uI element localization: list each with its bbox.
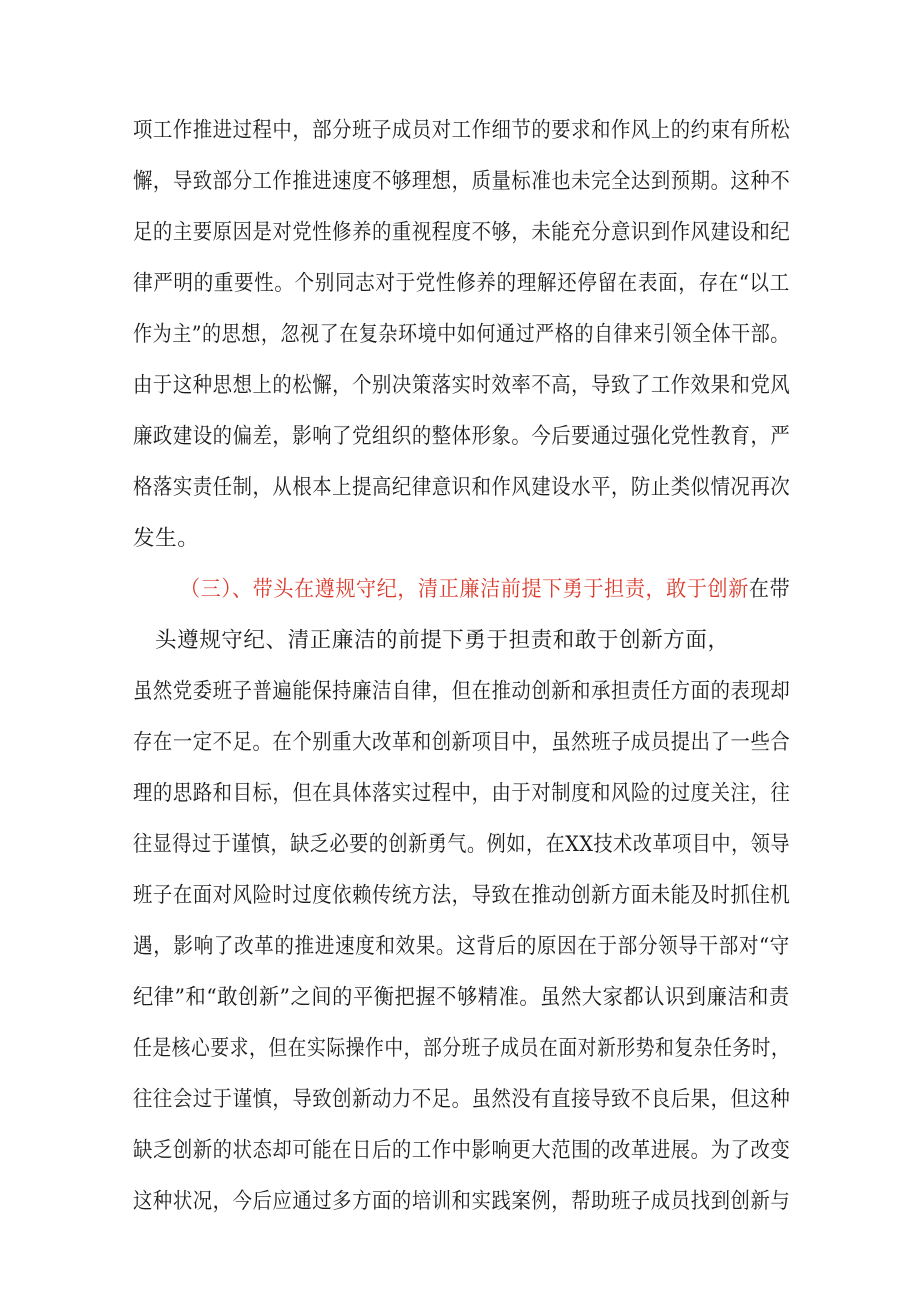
paragraph-line: 班子在面对风险时过度依赖传统方法，导致在推动创新方面未能及时抓住机	[133, 883, 791, 908]
paragraph-line: 这种状况，今后应通过多方面的培训和实践案例，帮助班子成员找到创新与	[133, 1189, 791, 1214]
paragraph-line: 纪律”和“敢创新”之间的平衡把握不够精准。虽然大家都认识到廉洁和责	[133, 985, 790, 1010]
paragraph-line: 格落实责任制，从根本上提高纪律意识和作风建设水平，防止类似情况再次	[133, 475, 791, 500]
paragraph-line: 廉政建设的偏差，影响了党组织的整体形象。今后要通过强化党性教育，严	[133, 424, 791, 449]
paragraph-line: 缺乏创新的状态却可能在日后的工作中影响更大范围的改革进展。为了改变	[133, 1138, 791, 1163]
paragraph-line: 作为主”的思想，忽视了在复杂环境中如何通过严格的自律来引领全体干部。	[133, 322, 790, 347]
paragraph-line: 懈，导致部分工作推进速度不够理想，质量标准也未完全达到预期。这种不	[133, 169, 791, 194]
paragraph-line: 发生。	[133, 526, 200, 551]
paragraph-line: 理的思路和目标，但在具体落实过程中，由于对制度和风险的过度关注，往	[133, 781, 791, 806]
paragraph-line: 项工作推进过程中，部分班子成员对工作细节的要求和作风上的约束有所松	[133, 118, 791, 143]
paragraph-line: 足的主要原因是对党性修养的重视程度不够，未能充分意识到作风建设和纪	[133, 220, 791, 245]
section-heading	[180, 575, 790, 605]
paragraph-line: 由于这种思想上的松懈，个别决策落实时效率不高，导致了工作效果和党风	[133, 373, 791, 398]
paragraph-line: 往显得过于谨慎，缺乏必要的创新勇气。例如，在XX技术改革项目中，领导	[133, 832, 791, 857]
paragraph-line: 遇，影响了改革的推进速度和效果。这背后的原因在于部分领导干部对“守	[133, 934, 790, 959]
section-heading-tail: 在带	[748, 577, 791, 602]
section-heading-red: （三）、带头在遵规守纪，清正廉洁前提下勇于担责，敢于创新	[180, 577, 749, 602]
paragraph-line: 任是核心要求，但在实际操作中，部分班子成员在面对新形势和复杂任务时，	[133, 1036, 791, 1061]
paragraph-line: 存在一定不足。在个别重大改革和创新项目中，虽然班子成员提出了一些合	[133, 730, 791, 755]
paragraph-line: 虽然党委班子普遍能保持廉洁自律，但在推动创新和承担责任方面的表现却	[133, 679, 791, 704]
paragraph-line: 律严明的重要性。个别同志对于党性修养的理解还停留在表面，存在“以工	[133, 271, 790, 296]
paragraph-line: 头遵规守纪、清正廉洁的前提下勇于担责和敢于创新方面，	[155, 628, 730, 653]
paragraph-line: 往往会过于谨慎，导致创新动力不足。虽然没有直接导致不良后果，但这种	[133, 1087, 791, 1112]
